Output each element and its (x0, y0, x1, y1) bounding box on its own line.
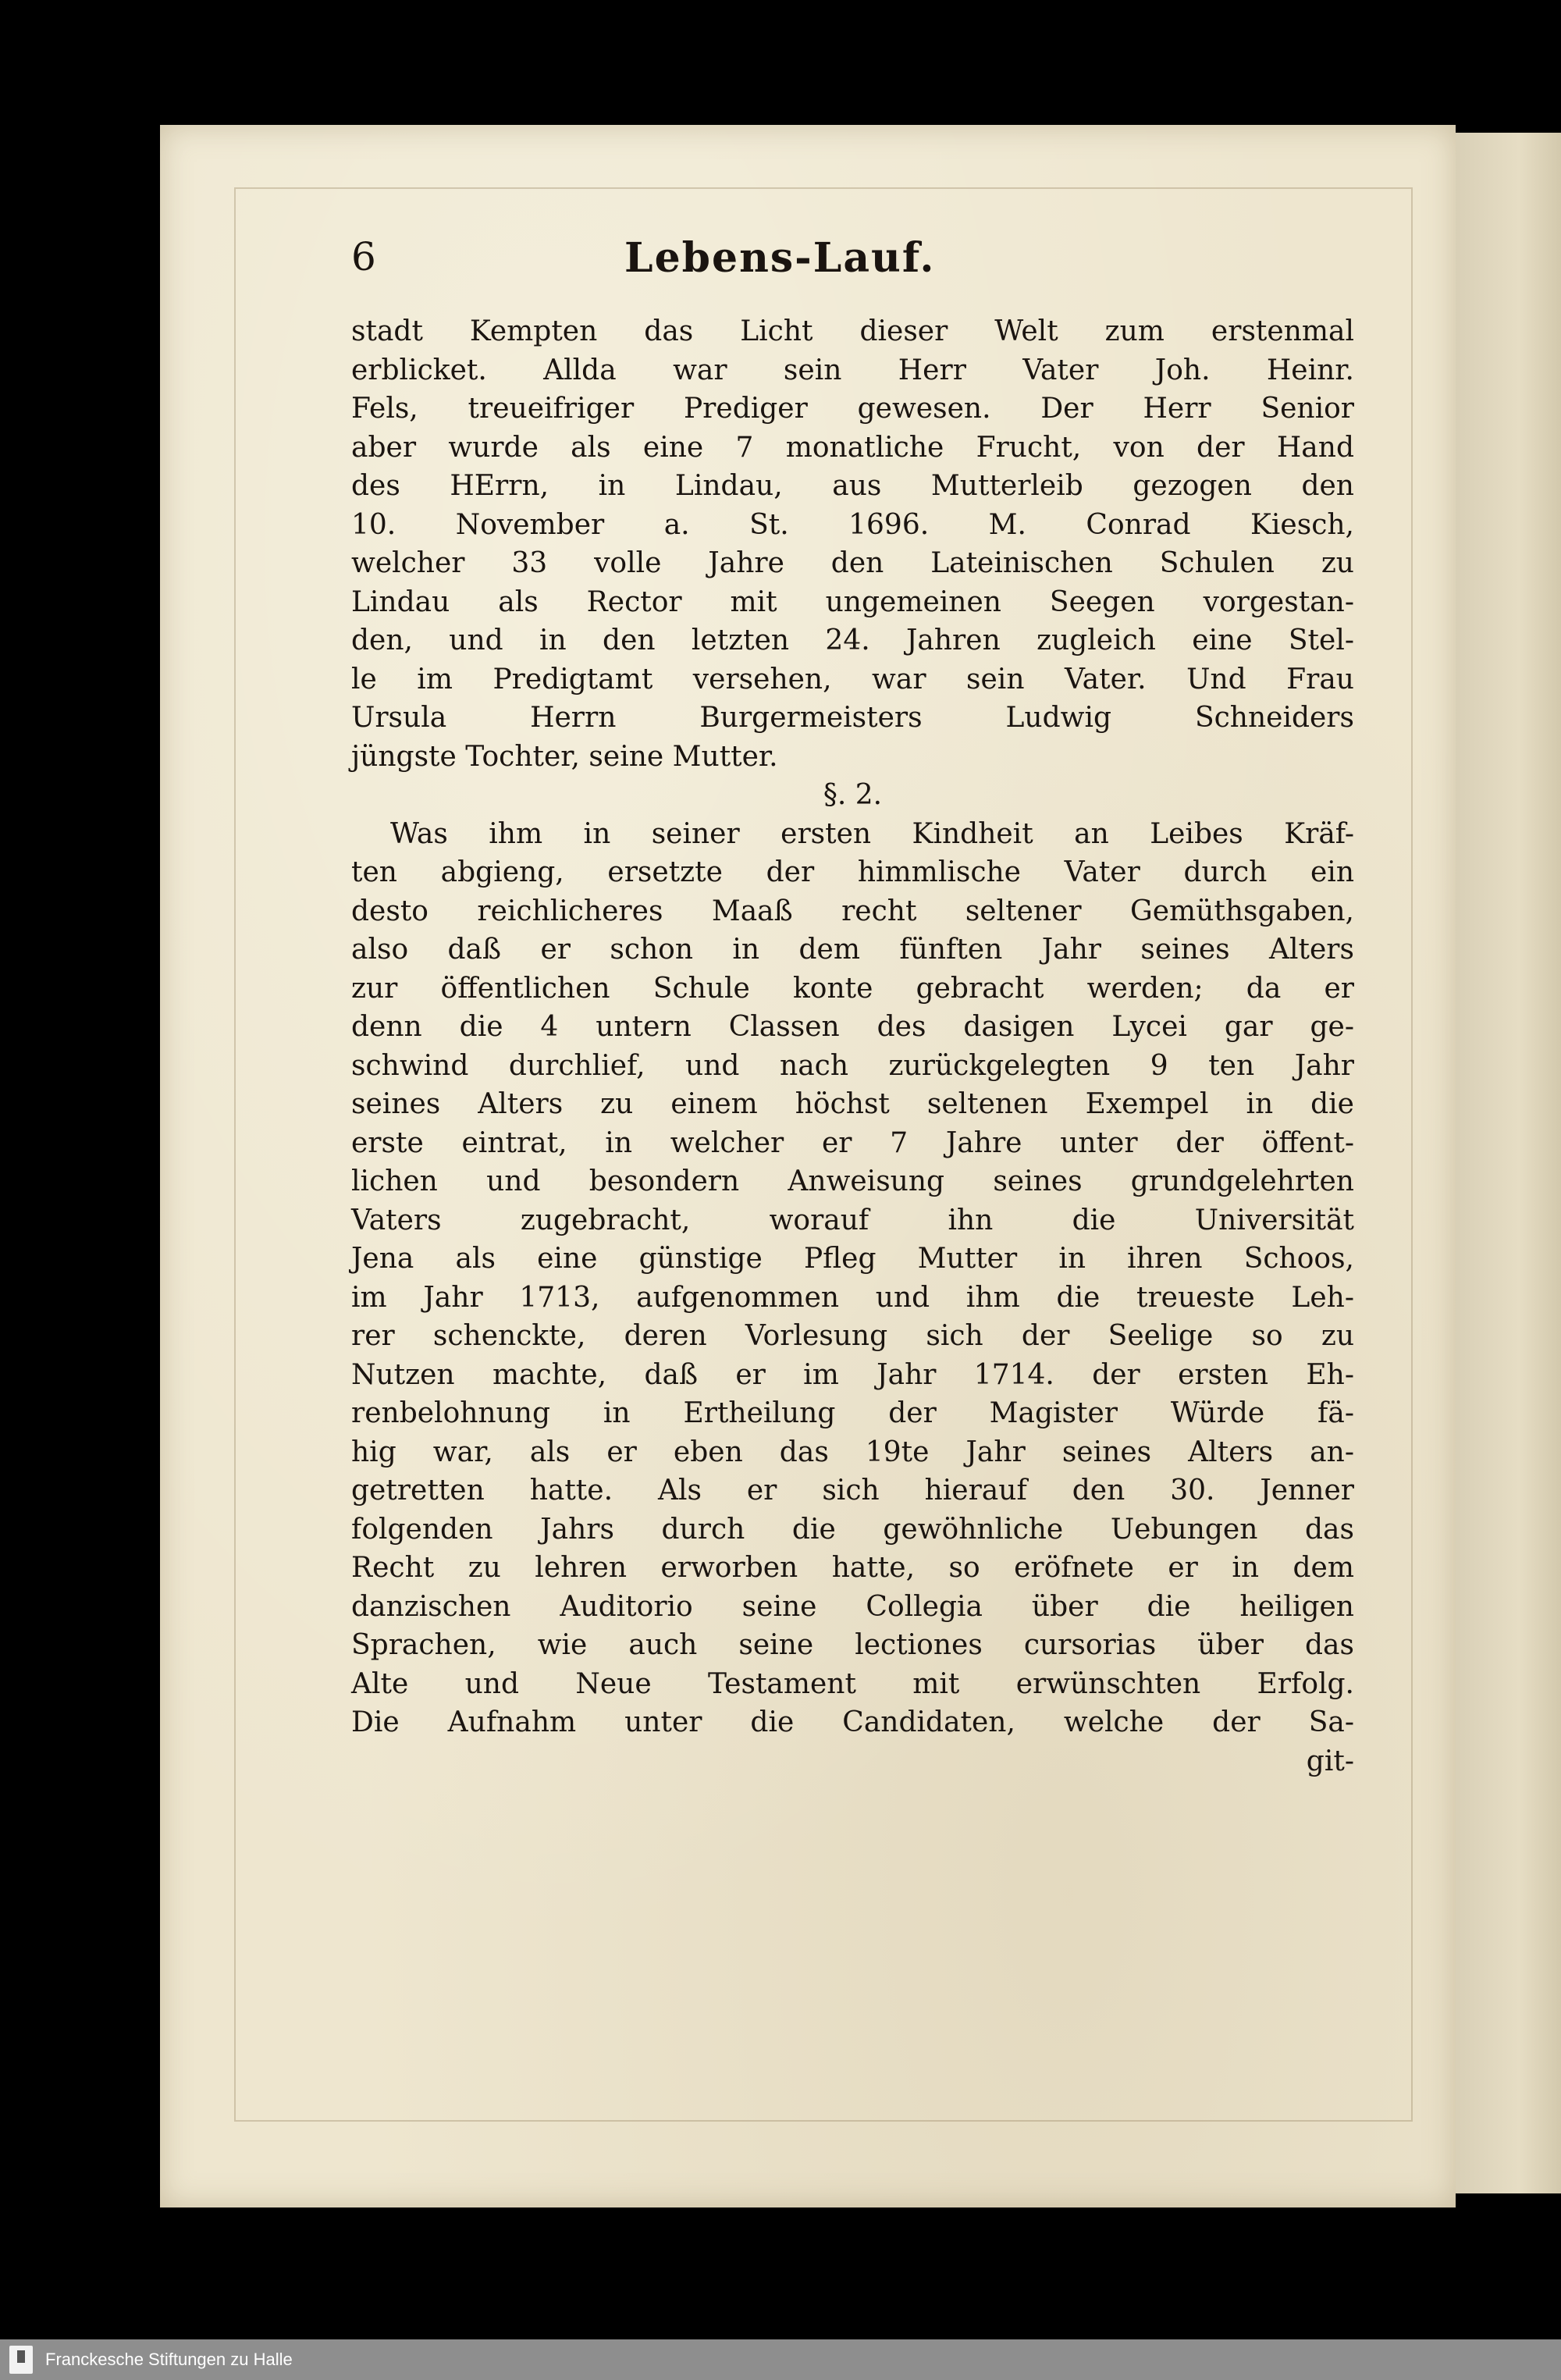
text-line: erblicket. Allda war sein Herr Vater Joh. Heinr. (351, 354, 1354, 386)
text-line: im Jahr 1713, aufgenommen und ihm die treueste Leh- (351, 1281, 1354, 1314)
text-line: den, und in den letzten 24. Jahren zugleich eine Stel- (351, 624, 1354, 656)
text-line: Nutzen machte, daß er im Jahr 1714. der ersten Eh- (351, 1358, 1354, 1391)
text-line: le im Predigtamt versehen, war sein Vater. Und Frau (351, 663, 1354, 696)
text-line: Die Aufnahm unter die Candidaten, welche der Sa- (351, 1706, 1354, 1738)
page-number: 6 (351, 234, 376, 279)
text-line: lichen und besondern Anweisung seines grundgelehrten (351, 1165, 1354, 1197)
text-line: des HErrn, in Lindau, aus Mutterleib gezogen den (351, 470, 1354, 502)
text-line: desto reichlicheres Maaß recht seltener Gemüthsgaben, (351, 895, 1354, 927)
text-line: Fels, treueifriger Prediger gewesen. Der Herr Senior (351, 393, 1354, 425)
page-header (351, 234, 1342, 297)
text-line: stadt Kempten das Licht dieser Welt zum erstenmal (351, 315, 1354, 347)
text-line: Recht zu lehren erworben hatte, so eröfnete er in dem (351, 1552, 1354, 1584)
text-line: hig war, als er eben das 19te Jahr seines Alters an- (351, 1435, 1354, 1468)
text-line: getretten hatte. Als er sich hierauf den 30. Jenner (351, 1475, 1354, 1507)
adjacent-page-edge (1452, 133, 1561, 2193)
text-line: zur öffentlichen Schule konte gebracht werden; da er (351, 972, 1354, 1005)
text-line: Ursula Herrn Burgermeisters Ludwig Schneiders (351, 702, 1354, 734)
franckesche-stiftungen-logo-icon (9, 2346, 33, 2374)
text-line: aber wurde als eine 7 monatliche Frucht, von der Hand (351, 431, 1354, 464)
text-line: Lindau als Rector mit ungemeinen Seegen vorgestan- (351, 585, 1354, 618)
text-line: danzischen Auditorio seine Collegia über die heiligen (351, 1590, 1354, 1623)
running-head: Lebens-Lauf. (624, 234, 936, 282)
catchword: git- (1306, 1745, 1354, 1777)
text-line: Sprachen, wie auch seine lectiones cursorias über das (351, 1629, 1354, 1661)
text-line: Was ihm in seiner ersten Kindheit an Leibes Kräf- (390, 817, 1354, 850)
text-line: erste eintrat, in welcher er 7 Jahre unter der öffent- (351, 1126, 1354, 1159)
text-line: denn die 4 untern Classen des dasigen Lycei gar ge- (351, 1011, 1354, 1043)
text-line: renbelohnung in Ertheilung der Magister Würde fä- (351, 1397, 1354, 1429)
text-line: ten abgieng, ersetzte der himmlische Vater durch ein (351, 856, 1354, 888)
text-line: rer schenckte, deren Vorlesung sich der Seelige so zu (351, 1320, 1354, 1352)
text-line: also daß er schon in dem fünften Jahr seines Alters (351, 934, 1354, 966)
text-line: Jena als eine günstige Pfleg Mutter in ihren Schoos, (351, 1243, 1354, 1275)
text-line: folgenden Jahrs durch die gewöhnliche Uebungen das (351, 1513, 1354, 1546)
viewer-footer (0, 2339, 1561, 2380)
text-line: 10. November a. St. 1696. M. Conrad Kiesch, (351, 508, 1354, 541)
text-line: seines Alters zu einem höchst seltenen Exempel in die (351, 1088, 1354, 1120)
body-text (351, 312, 1354, 1781)
text-line: schwind durchlief, und nach zurückgelegten 9 ten Jahr (351, 1049, 1354, 1082)
section-heading: §. 2. (823, 779, 883, 811)
text-line: Vaters zugebracht, worauf ihn die Universität (351, 1204, 1354, 1236)
text-line: welcher 33 volle Jahre den Lateinischen Schulen zu (351, 547, 1354, 579)
text-line: Alte und Neue Testament mit erwünschten Erfolg. (351, 1667, 1354, 1700)
footer-institution: Franckesche Stiftungen zu Halle (45, 2350, 293, 2369)
text-line: jüngste Tochter, seine Mutter. (351, 740, 778, 773)
